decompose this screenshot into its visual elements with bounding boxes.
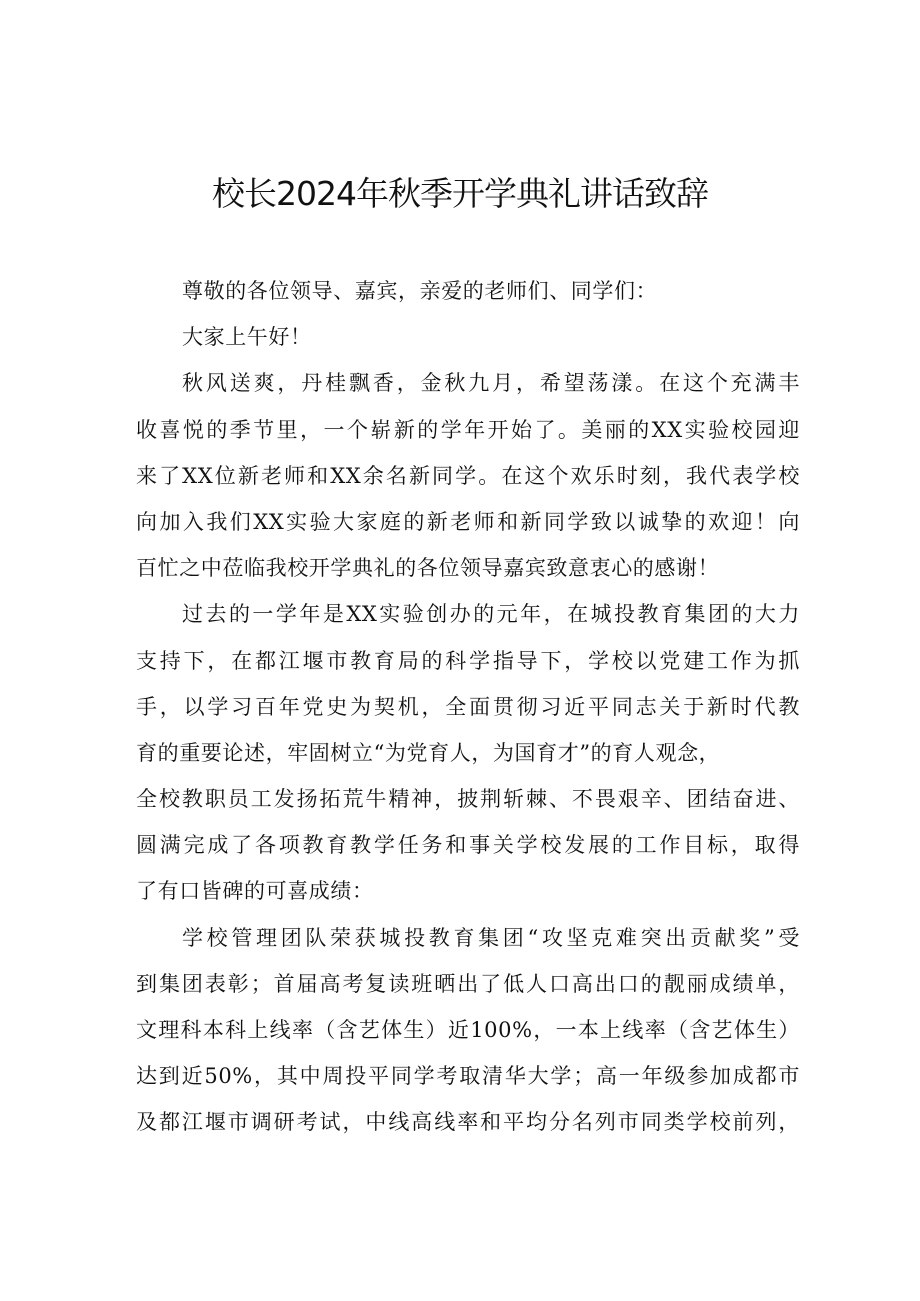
- document-title: 校长2024年秋季开学典礼讲话致辞: [212, 174, 708, 213]
- paragraph-2-line-1: 过去的一学年是XX实验创办的元年，在城投教育集团的大力: [182, 602, 800, 627]
- paragraph-1-line-3: 来了XX位新老师和XX余名新同学。在这个欢乐时刻，我代表学校: [136, 463, 800, 488]
- paragraph-3-line-5: 及都江堰市调研考试，中线高线率和平均分名列市同类学校前列，: [136, 1110, 800, 1135]
- paragraph-3-line-4: 达到近50%，其中周投平同学考取清华大学；高一年级参加成都市: [136, 1064, 800, 1089]
- paragraph-1-line-2: 收喜悦的季节里，一个崭新的学年开始了。美丽的XX实验校园迎: [136, 417, 800, 442]
- paragraph-2-line-7: 了有口皆碑的可喜成绩：: [136, 879, 374, 904]
- paragraph-2-line-5: 全校教职员工发扬拓荒牛精神，披荆斩棘、不畏艰辛、团结奋进、: [136, 787, 800, 812]
- salutation-line: 尊敬的各位领导、嘉宾，亲爱的老师们、同学们：: [182, 279, 658, 303]
- speech-body: [136, 268, 800, 1146]
- paragraph-1-line-5: 百忙之中莅临我校开学典礼的各位领导嘉宾致意衷心的感谢！: [136, 556, 720, 581]
- paragraph-1-line-1: 秋风送爽，丹桂飘香，金秋九月，希望荡漾。在这个充满丰: [182, 371, 800, 396]
- paragraph-2-line-4: 育的重要论述，牢固树立“为党育人，为国育才”的育人观念，: [136, 740, 721, 765]
- paragraph-2-line-6: 圆满完成了各项教育教学任务和事关学校发展的工作目标，取得: [136, 833, 800, 858]
- paragraph-2-line-3: 手，以学习百年党史为契机，全面贯彻习近平同志关于新时代教: [136, 694, 800, 719]
- greeting-line: 大家上午好！: [182, 325, 312, 350]
- paragraph-3-line-1: 学校管理团队荣获城投教育集团“攻坚克难突出贡献奖”受: [182, 925, 800, 950]
- paragraph-3-line-3: 文理科本科上线率（含艺体生）近100%，一本上线率（含艺体生）: [136, 1018, 800, 1042]
- paragraph-1-line-4: 向加入我们XX实验大家庭的新老师和新同学致以诚挚的欢迎！向: [136, 509, 800, 534]
- paragraph-2-line-2: 支持下，在都江堰市教育局的科学指导下，学校以党建工作为抓: [136, 648, 800, 673]
- paragraph-3-line-2: 到集团表彰；首届高考复读班晒出了低人口高出口的靓丽成绩单，: [136, 971, 800, 996]
